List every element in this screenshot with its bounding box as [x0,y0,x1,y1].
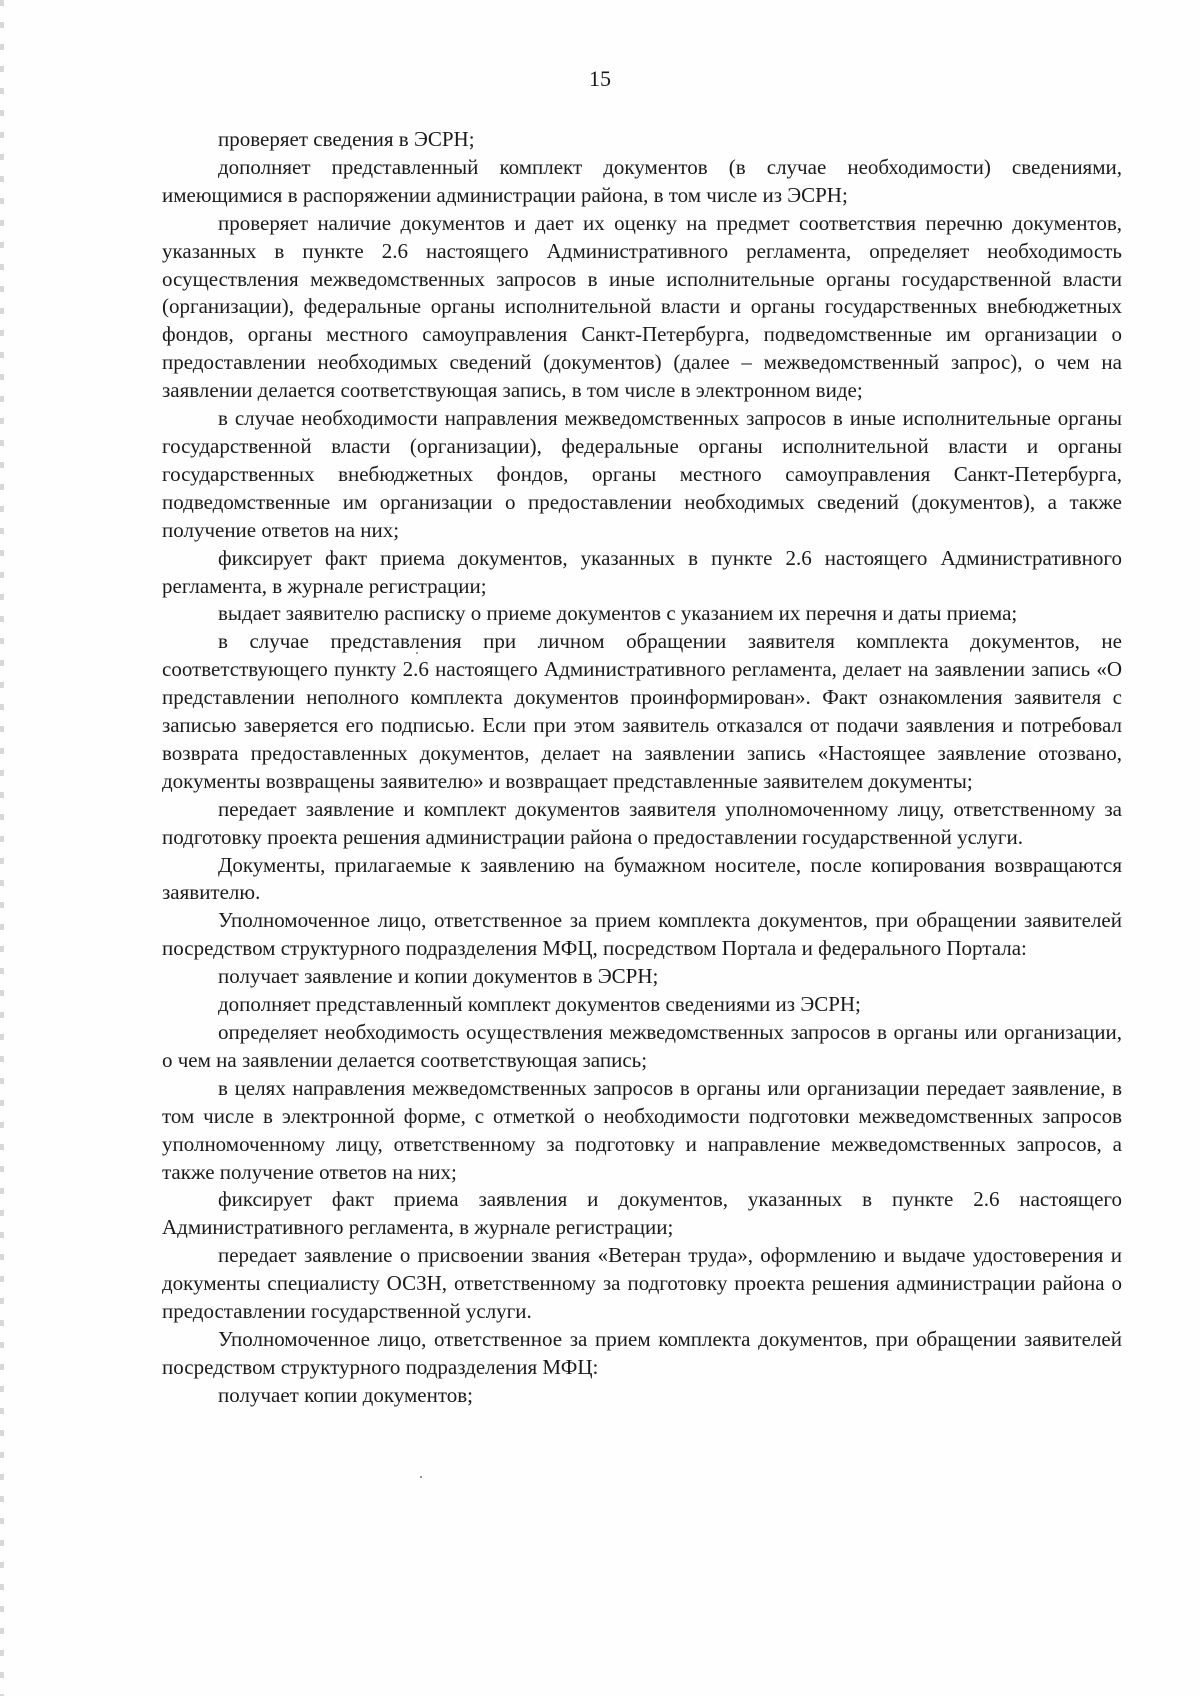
paragraph: передает заявление и комплект документов заявителя уполномоченному лицу, ответственному за подготовку проекта решения администрации района о предоставлении государственной услуги. [162,796,1122,849]
paragraph: в случае необходимости направления межведомственных запросов в иные исполнительные органы государственной власти (организации), федеральные органы исполнительной власти и органы государственных внебюджетных фондов, органы местного самоуправления Санкт-Петербурга, подведомственные им организации о предоставлении необходимых сведений (документов), а также получение ответов на них; [162,406,1122,542]
paragraph: передает заявление о присвоении звания «Ветеран труда», оформлению и выдаче удостоверения и документы специалисту ОСЗН, ответственному за подготовку проекта решения администрации района о предоставлении государственной услуги. [162,1243,1122,1324]
paragraph: фиксирует факт приема документов, указанных в пункте 2.6 настоящего Административного регламента, в журнале регистрации; [162,545,1122,598]
paragraph: дополняет представленный комплект документов сведениями из ЭСРН; [218,992,861,1017]
paragraph: фиксирует факт приема заявления и документов, указанных в пункте 2.6 настоящего Административного регламента, в журнале регистрации; [162,1187,1122,1240]
paragraph: проверяет сведения в ЭСРН; [218,127,475,151]
paragraph: Документы, прилагаемые к заявлению на бумажном носителе, после копирования возвращаются заявителю. [162,852,1122,905]
paragraph: дополняет представленный комплект документов (в случае необходимости) сведениями, имеющимися в распоряжении администрации района, в том числе из ЭСРН; [162,154,1122,207]
document-body [162,126,1122,1410]
paragraph: определяет необходимость осуществления межведомственных запросов в органы или организации, о чем на заявлении делается соответствующая запись; [162,1020,1122,1072]
paragraph: в целях направления межведомственных запросов в органы или организации передает заявление, в том числе в электронной форме, с отметкой о необходимости подготовки межведомственных запросов уполномоченному лицу, ответственному за подготовку и направление межведомственных запросов, а также получение ответов на них; [162,1075,1122,1184]
paragraph: выдает заявителю расписку о приеме документов с указанием их перечня и даты приема; [218,601,1018,626]
scan-edge-artifact [0,0,4,1696]
paragraph: проверяет наличие документов и дает их оценку на предмет соответствия перечню документов, указанных в пункте 2.6 настоящего Административного регламента, определяет необходимость осуществления межведомственных запросов в иные исполнительные органы государственной власти (организации), федеральные органы исполнительной власти и органы государственных внебюджетных фондов, органы местного самоуправления Санкт-Петербурга, подведомственные им организации о предоставлении необходимых сведений (документов) (далее – межведомственный запрос), о чем на заявлении делается соответствующая запись, в том числе в электронном виде; [162,210,1122,403]
scan-speck [420,1476,422,1478]
paragraph: получает заявление и копии документов в ЭСРН; [218,964,659,989]
paragraph: в случае представления при личном обращении заявителя комплекта документов, не соответствующего пункту 2.6 настоящего Административного регламента, делает на заявлении запись «О представлении неполного комплекта документов проинформирован». Факт ознакомления заявителя с записью заверяется его подписью. Если при этом заявитель отказался от подачи заявления и потребовал возврата предоставленных документов, делает на заявлении запись «Настоящее заявление отозвано, документы возвращены заявителю» и возвращает представленные заявителем документы; [162,629,1122,793]
paragraph: Уполномоченное лицо, ответственное за прием комплекта документов, при обращении заявителей посредством структурного подразделения МФЦ, посредством Портала и федерального Портала: [162,908,1122,961]
page-number: 15 [589,66,611,91]
paragraph: получает копии документов; [218,1382,473,1407]
paragraph: Уполномоченное лицо, ответственное за прием комплекта документов, при обращении заявителей посредством структурного подразделения МФЦ: [162,1326,1122,1379]
